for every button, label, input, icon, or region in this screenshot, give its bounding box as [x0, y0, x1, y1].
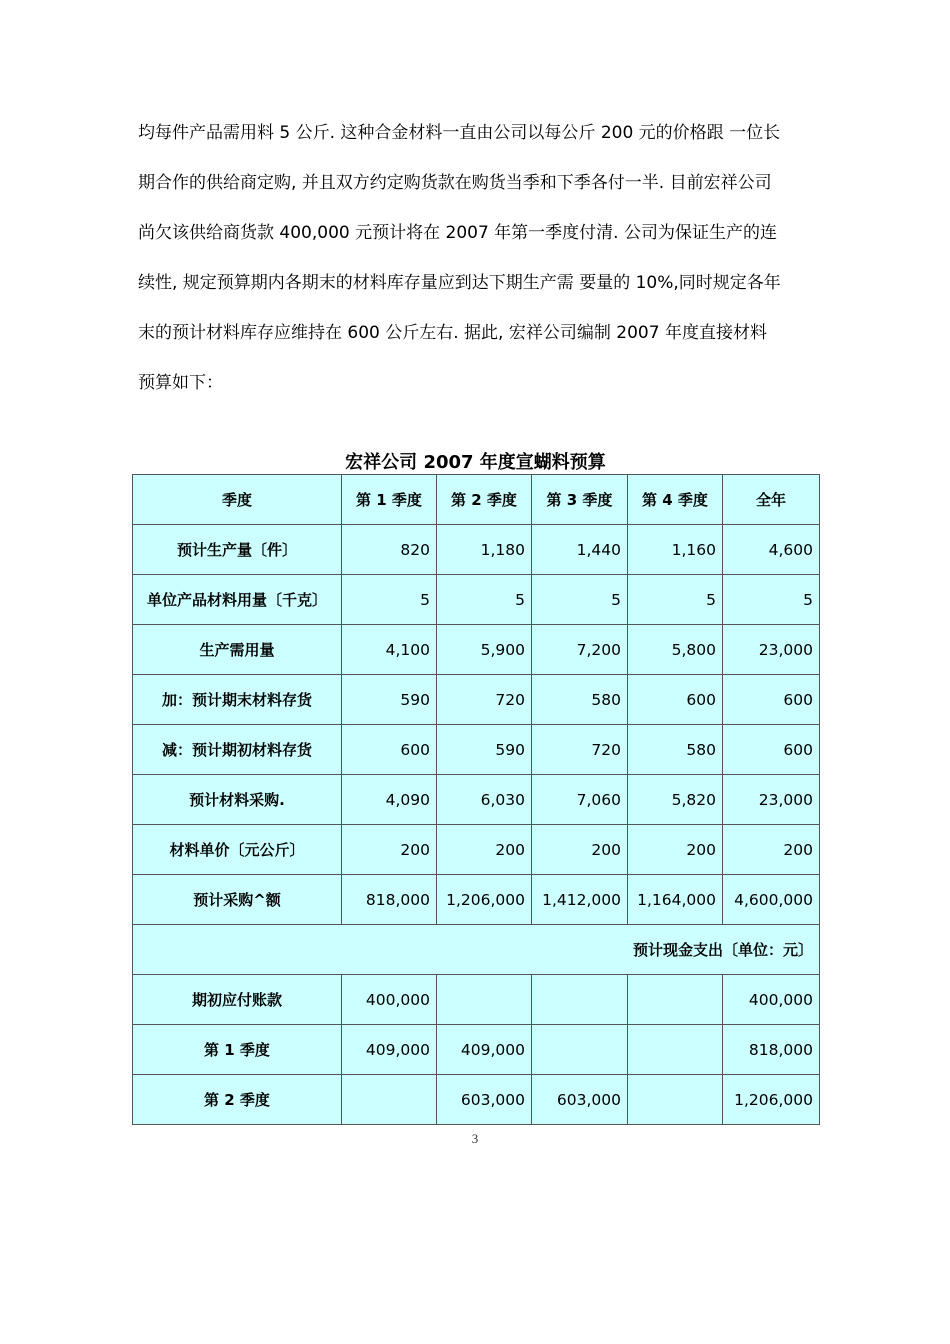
paragraph-line: 末的预计材料库存应维持在 600 公斤左右. 据此, 宏祥公司编制 2007 年度直接材料 — [138, 323, 767, 343]
table-cell: 400,000 — [342, 975, 437, 1025]
table-cell: 1,412,000 — [532, 875, 628, 925]
page-number: 3 — [471, 1131, 479, 1146]
paragraph-line: 期合作的供给商定购, 并且双方约定购货款在购货当季和下季各付一半. 目前宏祥公司 — [138, 173, 772, 193]
table-cell: 1,164,000 — [628, 875, 723, 925]
table-cell: 600 — [723, 675, 820, 725]
table-cell: 23,000 — [723, 775, 820, 825]
paragraph-line: 续性, 规定预算期内各期末的材料库存量应到达下期生产需 要量的 10%,同时规定各年 — [138, 273, 781, 293]
row-label: 预计采购^额 — [133, 875, 342, 925]
table-cell: 200 — [532, 825, 628, 875]
table-cell: 1,440 — [532, 525, 628, 575]
table-row — [133, 1075, 820, 1125]
table-cell: 600 — [342, 725, 437, 775]
body-paragraph — [138, 108, 838, 408]
table-cell: 5 — [342, 575, 437, 625]
table-cell: 600 — [723, 725, 820, 775]
table-cell: 5 — [723, 575, 820, 625]
table-cell: 1,206,000 — [437, 875, 532, 925]
table-row — [133, 725, 820, 775]
table-row — [133, 775, 820, 825]
table-cell: 590 — [342, 675, 437, 725]
header-cell-q3: 第 3 季度 — [532, 475, 628, 525]
table-cell: 5,820 — [628, 775, 723, 825]
table-title: 宏祥公司 2007 年度宣蝴料预算 — [345, 452, 606, 473]
table-cell: 720 — [532, 725, 628, 775]
table-cell: 1,206,000 — [723, 1075, 820, 1125]
table-row — [133, 525, 820, 575]
table-cell: 409,000 — [437, 1025, 532, 1075]
row-label: 单位产品材料用量〔千克〕 — [133, 575, 342, 625]
row-label: 第 1 季度 — [133, 1025, 342, 1075]
table-cell: 580 — [532, 675, 628, 725]
table-cell: 200 — [723, 825, 820, 875]
table-cell: 200 — [342, 825, 437, 875]
table-cell: 5 — [437, 575, 532, 625]
header-cell-year: 全年 — [723, 475, 820, 525]
table-cell — [628, 975, 723, 1025]
table-cell: 400,000 — [723, 975, 820, 1025]
table-cell — [532, 975, 628, 1025]
header-cell-q4: 第 4 季度 — [628, 475, 723, 525]
table-cell: 1,160 — [628, 525, 723, 575]
table-cell: 603,000 — [532, 1075, 628, 1125]
budget-table — [132, 474, 820, 1125]
row-label: 加：预计期末材料存货 — [133, 675, 342, 725]
table-row — [133, 875, 820, 925]
row-label: 期初应付账款 — [133, 975, 342, 1025]
cash-subheader: 预计现金支出〔单位：元〕 — [133, 925, 820, 975]
table-cell: 200 — [628, 825, 723, 875]
table-header-row — [133, 475, 820, 525]
table-cell: 5 — [532, 575, 628, 625]
table-cell: 580 — [628, 725, 723, 775]
table-cell — [628, 1025, 723, 1075]
row-label: 预计生产量〔件〕 — [133, 525, 342, 575]
table-cell: 720 — [437, 675, 532, 725]
table-cell: 820 — [342, 525, 437, 575]
header-cell-q2: 第 2 季度 — [437, 475, 532, 525]
table-cell: 4,600 — [723, 525, 820, 575]
table-row — [133, 675, 820, 725]
table-row — [133, 1025, 820, 1075]
cash-subheader-row — [133, 925, 820, 975]
table-cell: 1,180 — [437, 525, 532, 575]
table-cell: 4,090 — [342, 775, 437, 825]
table-cell: 5,800 — [628, 625, 723, 675]
header-cell-quarter: 季度 — [133, 475, 342, 525]
paragraph-line: 均每件产品需用料 5 公斤. 这种合金材料一直由公司以每公斤 200 元的价格跟 一位长 — [138, 123, 781, 143]
table-row — [133, 975, 820, 1025]
row-label: 生产需用量 — [133, 625, 342, 675]
row-label: 减：预计期初材料存货 — [133, 725, 342, 775]
table-cell: 603,000 — [437, 1075, 532, 1125]
table-cell: 409,000 — [342, 1025, 437, 1075]
table-cell: 5,900 — [437, 625, 532, 675]
table-cell: 590 — [437, 725, 532, 775]
table-cell: 23,000 — [723, 625, 820, 675]
table-cell: 4,100 — [342, 625, 437, 675]
table-row — [133, 825, 820, 875]
table-cell — [437, 975, 532, 1025]
row-label: 预计材料采购. — [133, 775, 342, 825]
table-cell: 600 — [628, 675, 723, 725]
table-cell: 6,030 — [437, 775, 532, 825]
table-row — [133, 575, 820, 625]
paragraph-line: 预算如下： — [138, 373, 223, 393]
table-cell: 818,000 — [342, 875, 437, 925]
table-cell: 5 — [628, 575, 723, 625]
paragraph-line: 尚欠该供给商货款 400,000 元预计将在 2007 年第一季度付清. 公司为保证生产的连 — [138, 223, 777, 243]
row-label: 第 2 季度 — [133, 1075, 342, 1125]
table-cell: 4,600,000 — [723, 875, 820, 925]
table-cell — [532, 1025, 628, 1075]
table-row — [133, 625, 820, 675]
row-label: 材料单价〔元公斤〕 — [133, 825, 342, 875]
table-cell — [628, 1075, 723, 1125]
table-cell: 818,000 — [723, 1025, 820, 1075]
table-cell: 7,060 — [532, 775, 628, 825]
table-cell: 200 — [437, 825, 532, 875]
table-cell: 7,200 — [532, 625, 628, 675]
header-cell-q1: 第 1 季度 — [342, 475, 437, 525]
table-cell — [342, 1075, 437, 1125]
